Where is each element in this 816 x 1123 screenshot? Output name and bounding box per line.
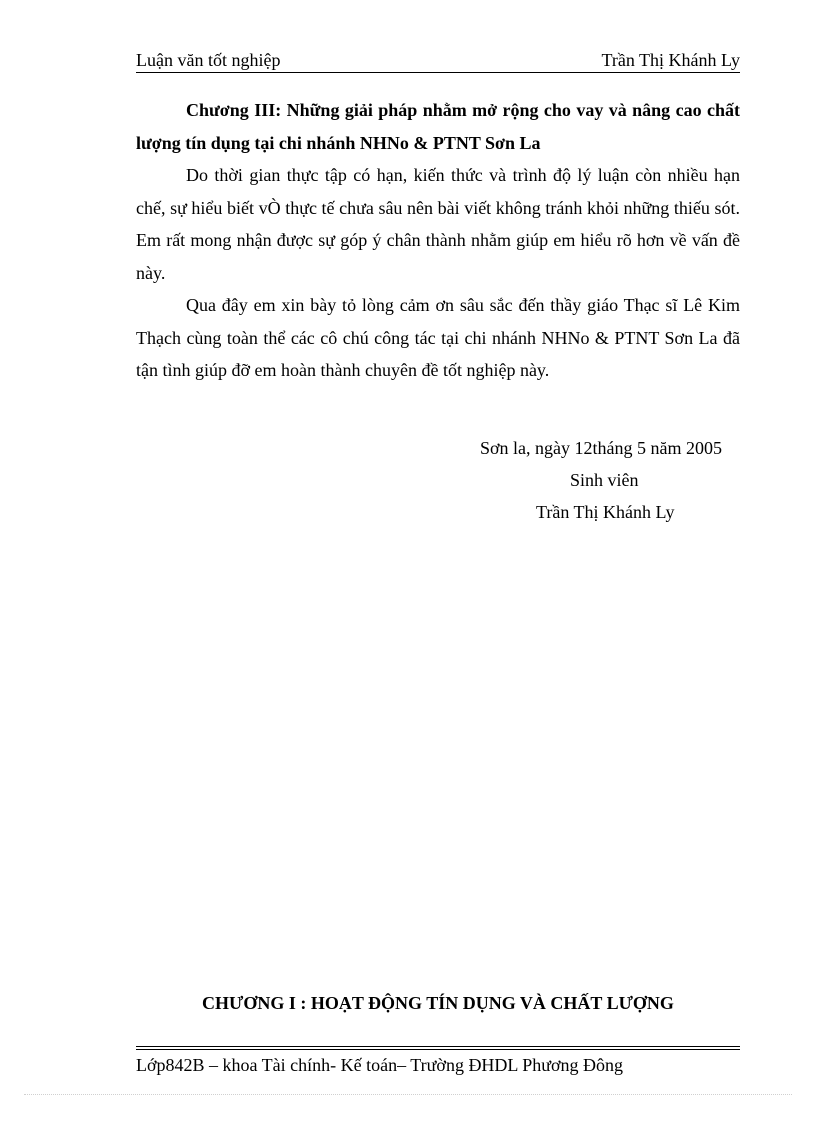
page-edge-divider [24, 1094, 792, 1095]
chapter-title: Chương III: Những giải pháp nhằm mở rộng cho vay và nâng cao chất lượng tín dụng tại chi nhánh NHNo & PTNT Sơn La [136, 100, 740, 153]
header-author: Trần Thị Khánh Ly [601, 50, 740, 70]
page-footer: Lớp842B – khoa Tài chính- Kế toán– Trường ĐHDL Phương Đông [136, 1055, 624, 1075]
signature-block [440, 432, 780, 528]
paragraph-thanks: Qua đây em xin bày tỏ lòng cảm ơn sâu sắc đến thầy giáo Thạc sĩ Lê Kim Thạch cùng toàn thể các cô chú công tác tại chi nhánh NHNo & PTNT Sơn La đã tận tình giúp đỡ em hoàn thành chuyên đề tốt nghiệp này. [136, 295, 740, 380]
chapter-heading: CHƯƠNG I : HOẠT ĐỘNG TÍN DỤNG VÀ CHẤT LƯỢNG [202, 993, 674, 1013]
signature-date: Sơn la, ngày 12tháng 5 năm 2005 [480, 438, 722, 458]
body-text [136, 94, 740, 387]
header-rule [136, 72, 740, 73]
footer-rule-bottom [136, 1049, 740, 1050]
signature-role: Sinh viên [570, 470, 639, 490]
paragraph-limitations: Do thời gian thực tập có hạn, kiến thức và trình độ lý luận còn nhiều hạn chế, sự hiểu biết vÒ thực tế chưa sâu nên bài viết không tránh khỏi những thiếu sót. Em rất mong nhận được sự góp ý chân thành nhằm giúp em hiểu rõ hơn về vấn đề này. [136, 165, 740, 283]
signature-name: Trần Thị Khánh Ly [536, 502, 675, 522]
header-title: Luận văn tốt nghiệp [136, 50, 281, 70]
page-header [136, 48, 740, 72]
footer-rule-top [136, 1046, 740, 1047]
